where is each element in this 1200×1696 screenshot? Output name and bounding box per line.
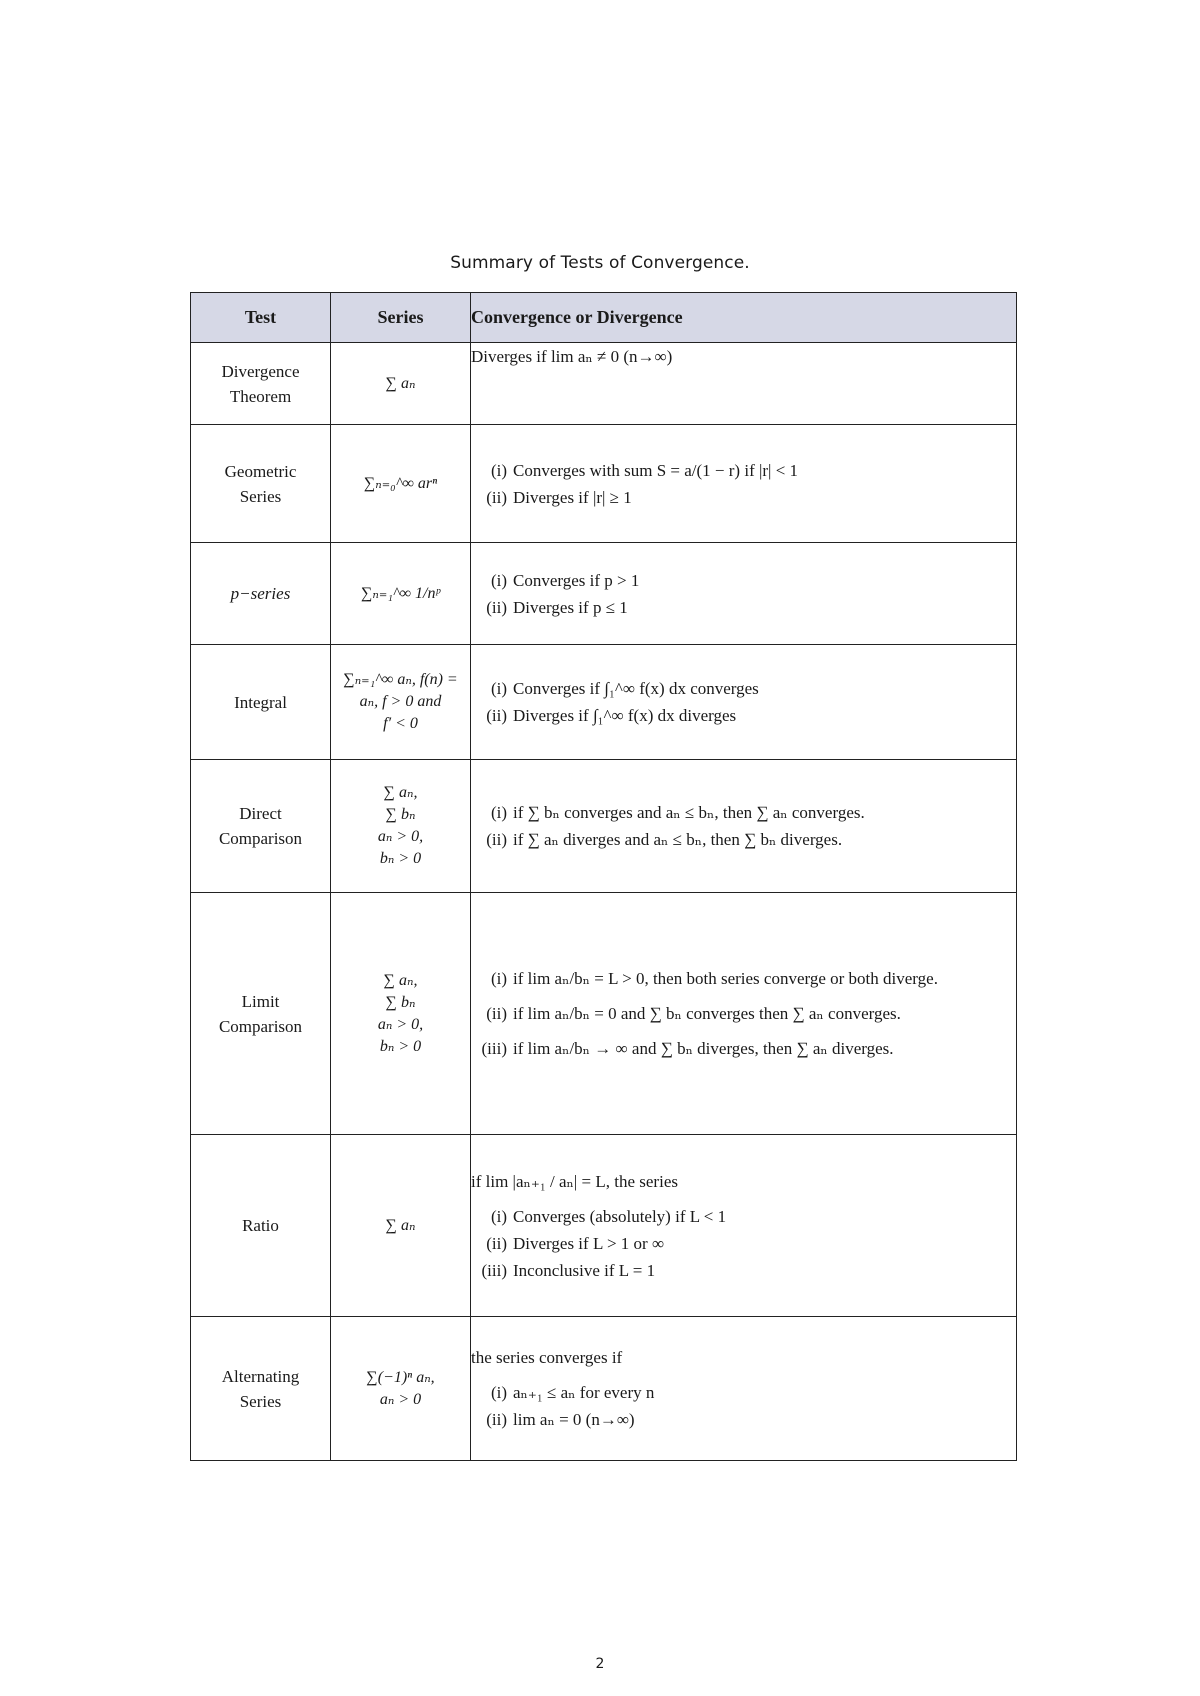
item-number: (i)	[490, 1383, 507, 1402]
item-number: (i)	[490, 803, 507, 822]
convergence-cell	[471, 543, 1017, 645]
item-text: if lim aₙ/bₙ = L > 0, then both series converge or both diverge.	[513, 969, 938, 988]
series-line-2: aₙ, f > 0 and	[359, 693, 442, 710]
item-text: if lim aₙ/bₙ → ∞ and ∑ bₙ diverges, then ∑ aₙ diverges.	[513, 1039, 894, 1058]
condition-item	[471, 484, 1016, 511]
page-title: Summary of Tests of Convergence.	[450, 253, 750, 273]
item-number: (iii)	[481, 1039, 507, 1058]
series-expression: ∑ aₙ	[385, 374, 416, 392]
convergence-cell	[471, 343, 1017, 425]
item-number: (i)	[490, 969, 507, 988]
series-expression: ∑ₙ₌₁^∞ 1/nᵖ	[360, 584, 441, 602]
item-text: Diverges if L > 1 or ∞	[513, 1233, 665, 1253]
series-line-2: ∑ bₙ	[385, 993, 416, 1011]
table-row-p-series	[191, 543, 1017, 645]
page-number: 2	[595, 1656, 605, 1672]
test-name-line-2: Theorem	[229, 386, 292, 406]
series-expression: ∑ₙ₌₀^∞ arⁿ	[363, 474, 438, 492]
table-row-limit-comparison	[191, 893, 1017, 1135]
test-name-line-2: Comparison	[218, 1016, 303, 1036]
item-text: if ∑ bₙ converges and aₙ ≤ bₙ, then ∑ aₙ converges.	[513, 803, 865, 822]
series-cell	[331, 1135, 471, 1317]
item-text: if lim aₙ/bₙ = 0 and ∑ bₙ converges then ∑ aₙ converges.	[513, 1004, 901, 1023]
convergence-cell	[471, 893, 1017, 1135]
test-name: Integral	[191, 645, 331, 760]
table-row-ratio	[191, 1135, 1017, 1317]
test-name	[191, 425, 331, 543]
condition-item	[471, 594, 1016, 621]
convergence-tests-table	[190, 292, 1017, 1461]
convergence-cell	[471, 760, 1017, 893]
series-expression: ∑ aₙ	[385, 1216, 416, 1234]
item-text: Diverges if |r| ≥ 1	[513, 487, 632, 507]
item-text: if ∑ aₙ diverges and aₙ ≤ bₙ, then ∑ bₙ diverges.	[513, 830, 843, 849]
test-name	[191, 760, 331, 893]
condition-item	[471, 965, 1016, 992]
condition-item	[471, 1257, 1016, 1284]
item-text: Diverges if ∫₁^∞ f(x) dx diverges	[513, 706, 737, 725]
condition-item	[471, 1203, 1016, 1230]
series-cell	[331, 1317, 471, 1461]
item-text: Converges if p > 1	[513, 570, 640, 590]
test-name: Ratio	[191, 1135, 331, 1317]
series-line-4: bₙ > 0	[379, 1037, 422, 1055]
condition-item	[471, 1000, 1016, 1027]
item-number: (i)	[490, 679, 507, 698]
ratio-lead-text: if lim |aₙ₊₁ / aₙ| = L, the series	[471, 1171, 678, 1191]
series-line-4: bₙ > 0	[379, 850, 422, 867]
series-line-1: ∑(−1)ⁿ aₙ,	[366, 1368, 435, 1386]
item-number: (iii)	[481, 1260, 507, 1280]
condition-item	[471, 1230, 1016, 1257]
test-name-line-1: Alternating	[221, 1366, 300, 1386]
condition-item	[471, 799, 1016, 826]
series-line-1: ∑ aₙ,	[383, 971, 418, 989]
series-line-2: aₙ > 0	[379, 1390, 422, 1408]
alternating-lead-text: the series converges if	[471, 1348, 623, 1367]
condition-item	[471, 1035, 1016, 1062]
convergence-cell	[471, 1135, 1017, 1317]
test-name-line-2: Series	[239, 486, 282, 506]
series-line-3: aₙ > 0,	[377, 828, 424, 845]
item-text: Inconclusive if L = 1	[513, 1260, 656, 1280]
item-text: Converges if ∫₁^∞ f(x) dx converges	[513, 679, 759, 698]
condition-item	[471, 702, 1016, 729]
test-name: p−series	[191, 543, 331, 645]
test-name	[191, 1317, 331, 1461]
item-text: lim aₙ = 0 (n→∞)	[513, 1410, 635, 1429]
header-convergence: Convergence or Divergence	[471, 293, 1017, 343]
condition-item	[471, 567, 1016, 594]
item-number: (ii)	[486, 830, 507, 849]
table-row-alternating-series	[191, 1317, 1017, 1461]
table-row-geometric-series	[191, 425, 1017, 543]
series-line-1: ∑ₙ₌₁^∞ aₙ, f(n) =	[343, 671, 458, 688]
series-line-3: aₙ > 0,	[377, 1015, 424, 1033]
series-line-1: ∑ aₙ,	[383, 784, 418, 801]
item-number: (ii)	[486, 1004, 507, 1023]
item-number: (i)	[490, 460, 507, 480]
test-name	[191, 343, 331, 425]
item-number: (i)	[490, 1206, 507, 1226]
series-line-3: f′ < 0	[383, 715, 418, 732]
series-line-2: ∑ bₙ	[385, 806, 416, 823]
divergence-condition: Diverges if lim aₙ ≠ 0 (n→∞)	[471, 347, 673, 366]
series-cell	[331, 425, 471, 543]
test-name-line-1: Limit	[241, 991, 280, 1011]
condition-item	[471, 1406, 1016, 1433]
item-number: (ii)	[486, 1410, 507, 1429]
table-row-integral	[191, 645, 1017, 760]
condition-item	[471, 826, 1016, 853]
header-series: Series	[331, 293, 471, 343]
item-number: (ii)	[486, 706, 507, 725]
item-text: Converges (absolutely) if L < 1	[513, 1206, 727, 1226]
convergence-cell	[471, 645, 1017, 760]
table-row-divergence-theorem	[191, 343, 1017, 425]
test-name-line-1: Divergence	[221, 361, 300, 381]
item-text: Converges with sum S = a/(1 − r) if |r| < 1	[513, 460, 799, 480]
table-row-direct-comparison	[191, 760, 1017, 893]
item-number: (ii)	[486, 487, 507, 507]
test-name	[191, 893, 331, 1135]
item-number: (i)	[490, 570, 507, 590]
series-cell	[331, 760, 471, 893]
condition-item	[471, 457, 1016, 484]
series-cell	[331, 645, 471, 760]
test-name-line-1: Direct	[239, 804, 282, 823]
item-text: aₙ₊₁ ≤ aₙ for every n	[513, 1383, 655, 1402]
table-header-row	[191, 293, 1017, 343]
series-cell	[331, 343, 471, 425]
convergence-cell	[471, 1317, 1017, 1461]
condition-item	[471, 675, 1016, 702]
item-text: Diverges if p ≤ 1	[513, 597, 628, 617]
condition-item	[471, 1379, 1016, 1406]
header-test: Test	[191, 293, 331, 343]
series-cell	[331, 543, 471, 645]
item-number: (ii)	[486, 597, 507, 617]
item-number: (ii)	[486, 1233, 507, 1253]
test-name-line-2: Comparison	[218, 829, 303, 848]
test-name-line-1: Geometric	[224, 461, 297, 481]
series-cell	[331, 893, 471, 1135]
test-name-line-2: Series	[239, 1391, 282, 1411]
convergence-cell	[471, 425, 1017, 543]
